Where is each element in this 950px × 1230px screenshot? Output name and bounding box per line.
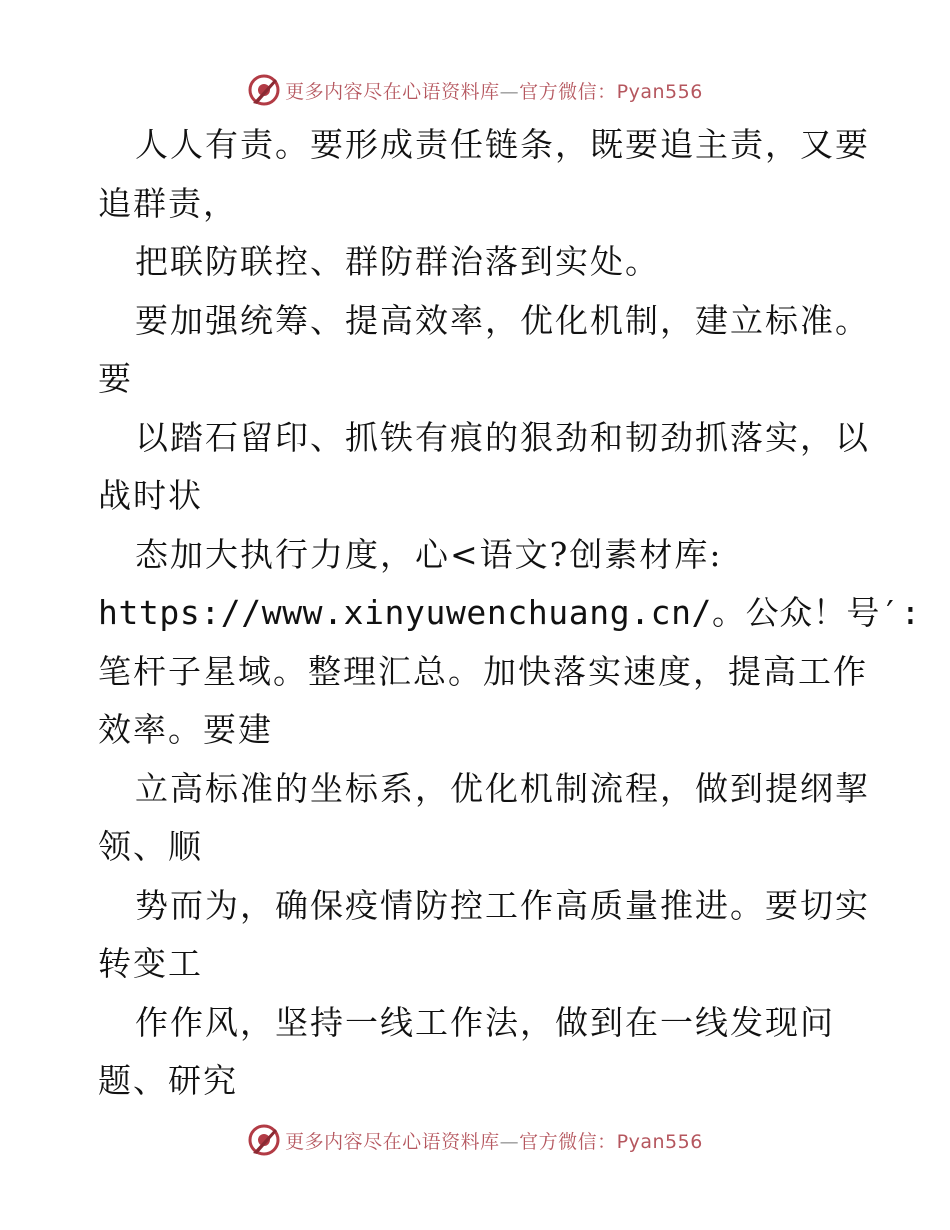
body-line-10: 笔杆子星域。整理汇总。加快落实速度，提高工作 [98,651,868,691]
body-line-3: 把联防联控、群防群治落到实处。 [135,242,660,281]
footer-banner-account: 官方微信：Pyan556 [519,1130,703,1153]
body-line-4: 要加强统筹、提高效率，优化机制，建立标准。 [135,300,870,340]
body-line-17: 题、研究 [98,1061,238,1100]
body-line-11: 效率。要建 [98,710,273,749]
header-banner-account: 官方微信：Pyan556 [519,80,703,103]
body-line-2: 追群责， [98,183,238,223]
body-line-15: 转变工 [98,944,203,983]
footer-banner-dash: — [499,1130,520,1153]
body-line-7: 战时状 [98,476,203,515]
body-line-1: 人人有责。要形成责任链条，既要追主责，又要 [135,125,870,164]
body-line-8: 态加大执行力度，心<语文?创素材库: [135,534,723,574]
body-line-14: 势而为，确保疫情防控工作高质量推进。要切实 [135,885,870,925]
body-line-13: 领、顺 [98,827,203,866]
body-line-12: 立高标准的坐标系，优化机制流程，做到提纲挈 [135,768,870,808]
body-line-url: https://www.xinyuwenchuang.cn/。公众！号′: [98,593,921,632]
quill-seal-icon [247,73,281,107]
footer-banner-text: 更多内容尽在心语资料库 [285,1130,500,1153]
header-banner [0,70,950,110]
header-banner-dash: — [499,80,520,103]
body-line-16: 作作风，坚持一线工作法，做到在一线发现问 [135,1002,835,1042]
body-line-6: 以踏石留印、抓铁有痕的狠劲和韧劲抓落实，以 [135,417,870,457]
body-line-5: 要 [98,359,133,398]
quill-seal-icon [247,1123,281,1157]
document-body [98,116,921,1111]
header-banner-text: 更多内容尽在心语资料库 [285,80,500,103]
footer-banner [0,1120,950,1160]
